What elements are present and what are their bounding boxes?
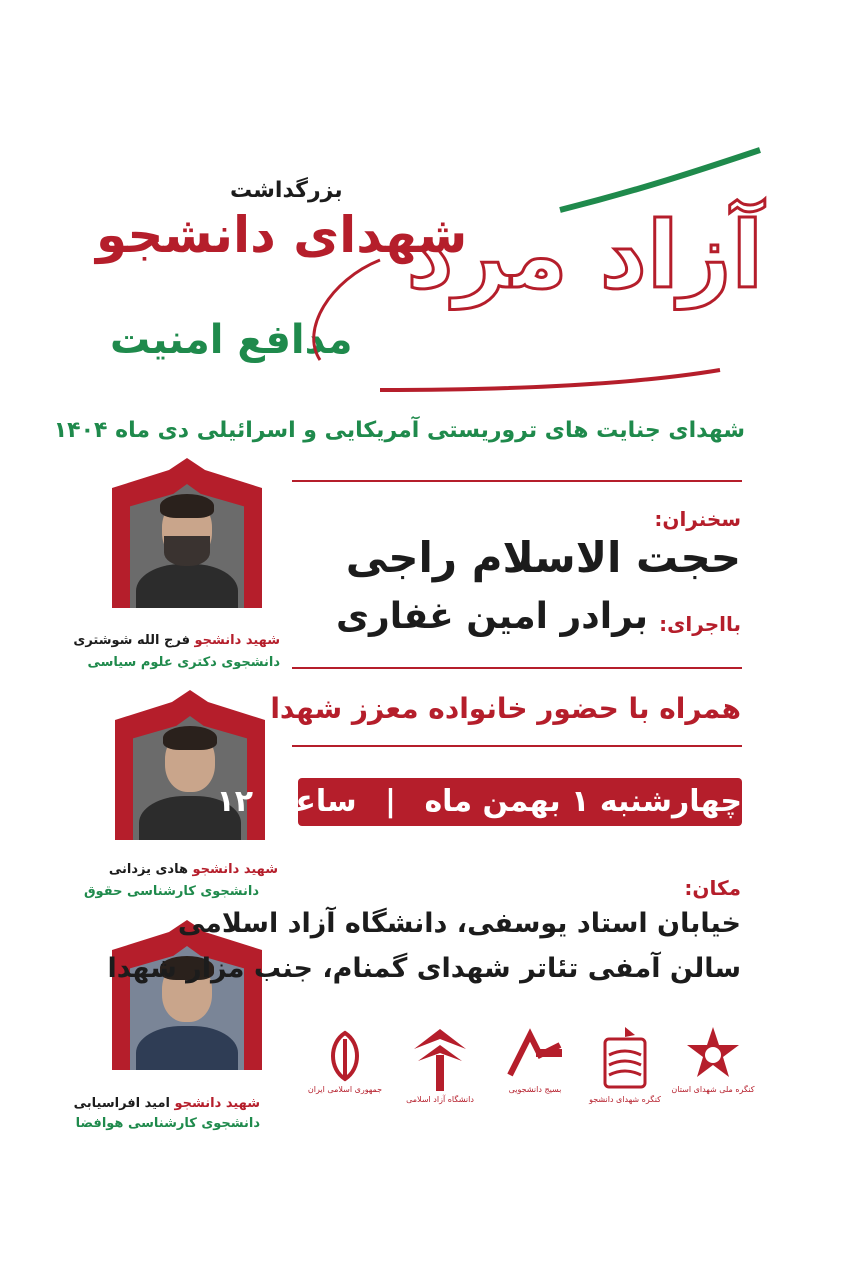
date-separator: |	[385, 784, 397, 819]
event-day: چهارشنبه ۱ بهمن ماه	[424, 784, 742, 819]
speaker-name: حجت الاسلام راجی	[345, 533, 741, 582]
azad-university-icon	[410, 1025, 470, 1095]
logo-azad-university: دانشگاه آزاد اسلامی	[395, 1025, 485, 1105]
divider-top	[292, 480, 742, 482]
portrait-frame	[112, 920, 262, 1070]
title-swoosh	[0, 0, 853, 420]
commemoration-label: بزرگداشت	[230, 178, 343, 203]
portrait-frame	[112, 458, 262, 608]
logo-martyrs-congress: کنگره شهدای دانشجو	[580, 1025, 670, 1105]
martyr-photo	[130, 484, 244, 608]
martyr-name: شهید دانشجو امید افراسیابی	[73, 1096, 260, 1111]
martyr-degree: دانشجوی کارشناسی هوافضا	[75, 1116, 260, 1131]
divider-mid-1	[292, 667, 742, 669]
martyr-name: شهید دانشجو هادی یزدانی	[108, 862, 278, 877]
book-flag-icon	[595, 1025, 655, 1095]
subtitle: شهدای جنایت های تروریستی آمریکایی و اسرائیلی دی ماه ۱۴۰۴	[53, 418, 745, 443]
defenders-heading: مدافع امنیت	[110, 317, 353, 363]
iran-emblem-icon	[315, 1025, 375, 1085]
basij-icon	[500, 1025, 570, 1085]
host-name: برادر امین غفاری	[336, 596, 648, 637]
martyr-name: شهید دانشجو فرج الله شوشتری	[73, 633, 280, 648]
location-line-1: خیابان استاد یوسفی، دانشگاه آزاد اسلامی	[177, 908, 741, 939]
martyrs-heading: شهدای دانشجو	[96, 206, 468, 264]
date-time-box	[216, 778, 742, 826]
location-label: مکان:	[684, 876, 741, 900]
location-line-2: سالن آمفی تئاتر شهدای گمنام، جنب مزار شهدا	[107, 953, 741, 984]
martyr-degree: دانشجوی کارشناسی حقوق	[83, 884, 259, 899]
logo-national-congress: کنگره ملی شهدای استان	[668, 1025, 758, 1095]
main-title: آزاد مرد	[406, 202, 763, 309]
star-emblem-icon	[683, 1025, 743, 1085]
logo-iran-emblem: جمهوری اسلامی ایران	[300, 1025, 390, 1095]
speaker-label: سخنران:	[654, 507, 741, 531]
martyr-degree: دانشجوی دکتری علوم سیاسی	[87, 655, 280, 670]
logo-basij: بسیج دانشجویی	[490, 1025, 580, 1095]
family-note: همراه با حضور خانواده معزز شهدا	[270, 692, 741, 725]
host-label: بااجرای:	[659, 612, 741, 636]
divider-mid-2	[292, 745, 742, 747]
event-time: ساعت ۱۲	[216, 784, 357, 819]
